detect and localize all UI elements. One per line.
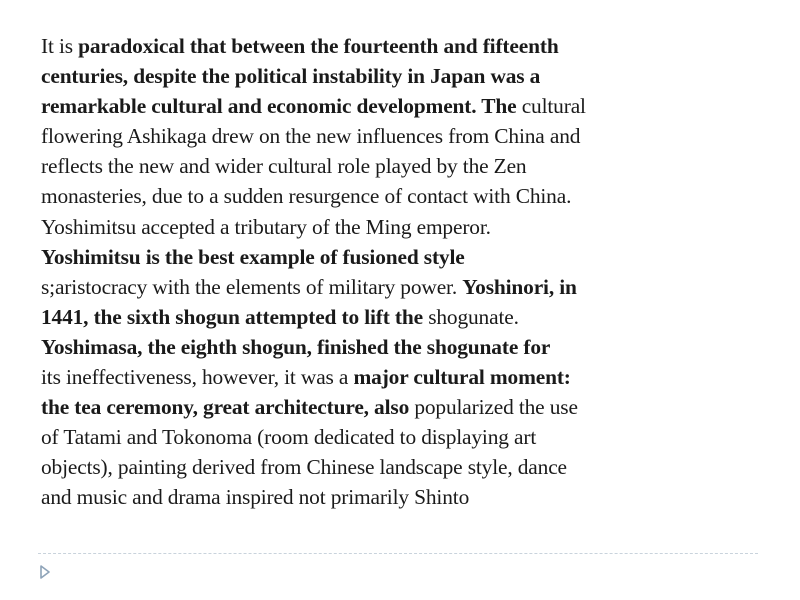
text-segment: monasteries, due to a sudden resurgence of contact with China. — [41, 184, 572, 209]
text-line — [41, 212, 771, 242]
bold-text-segment: Yoshinori, in — [462, 274, 577, 299]
bold-text-segment: centuries, despite the political instability in Japan was a — [41, 64, 541, 89]
text-segment: Yoshimitsu accepted a tributary of the Ming emperor. — [41, 214, 491, 239]
text-segment: popularized the use — [409, 395, 578, 420]
text-line — [41, 452, 771, 482]
text-segment: It is — [41, 34, 79, 58]
text-segment: its ineffectiveness, however, it was a — [41, 365, 354, 390]
triangle-right-icon[interactable] — [40, 565, 50, 579]
text-line — [41, 422, 771, 452]
bold-text-segment: remarkable cultural and economic development. The — [41, 94, 517, 119]
text-line — [41, 242, 771, 272]
bold-text-segment: the tea ceremony, great architecture, also — [41, 395, 410, 420]
text-line — [41, 91, 771, 121]
text-segment: cultural — [516, 94, 586, 119]
text-segment: shogunate. — [423, 304, 519, 329]
bold-text-segment: paradoxical that between the fourteenth and fifteenth — [78, 34, 559, 58]
text-line — [41, 31, 771, 61]
text-segment: flowering Ashikaga drew on the new influences from China and — [41, 124, 581, 149]
text-line — [41, 392, 771, 422]
bold-text-segment: Yoshimasa, the eighth shogun, finished the shogunate for — [41, 334, 551, 359]
bold-text-segment: major cultural moment: — [353, 365, 571, 390]
text-line — [41, 61, 771, 91]
footer-divider — [38, 553, 758, 554]
text-line — [41, 362, 771, 392]
text-line — [41, 302, 771, 332]
text-line — [41, 181, 771, 211]
slide-body-text — [41, 31, 771, 513]
text-line — [41, 272, 771, 302]
text-segment: objects), painting derived from Chinese landscape style, dance — [41, 455, 567, 480]
text-line — [41, 121, 771, 151]
text-segment: of Tatami and Tokonoma (room dedicated to displaying art — [41, 425, 537, 450]
text-line — [41, 151, 771, 181]
text-segment: s;aristocracy with the elements of military power. — [41, 274, 463, 299]
text-line — [41, 482, 771, 512]
text-line — [41, 332, 771, 362]
bold-text-segment: Yoshimitsu is the best example of fusioned style — [41, 244, 465, 269]
bold-text-segment: 1441, the sixth shogun attempted to lift the — [41, 304, 423, 329]
text-segment: reflects the new and wider cultural role played by the Zen — [41, 154, 527, 179]
text-segment: and music and drama inspired not primarily Shinto — [41, 485, 470, 510]
